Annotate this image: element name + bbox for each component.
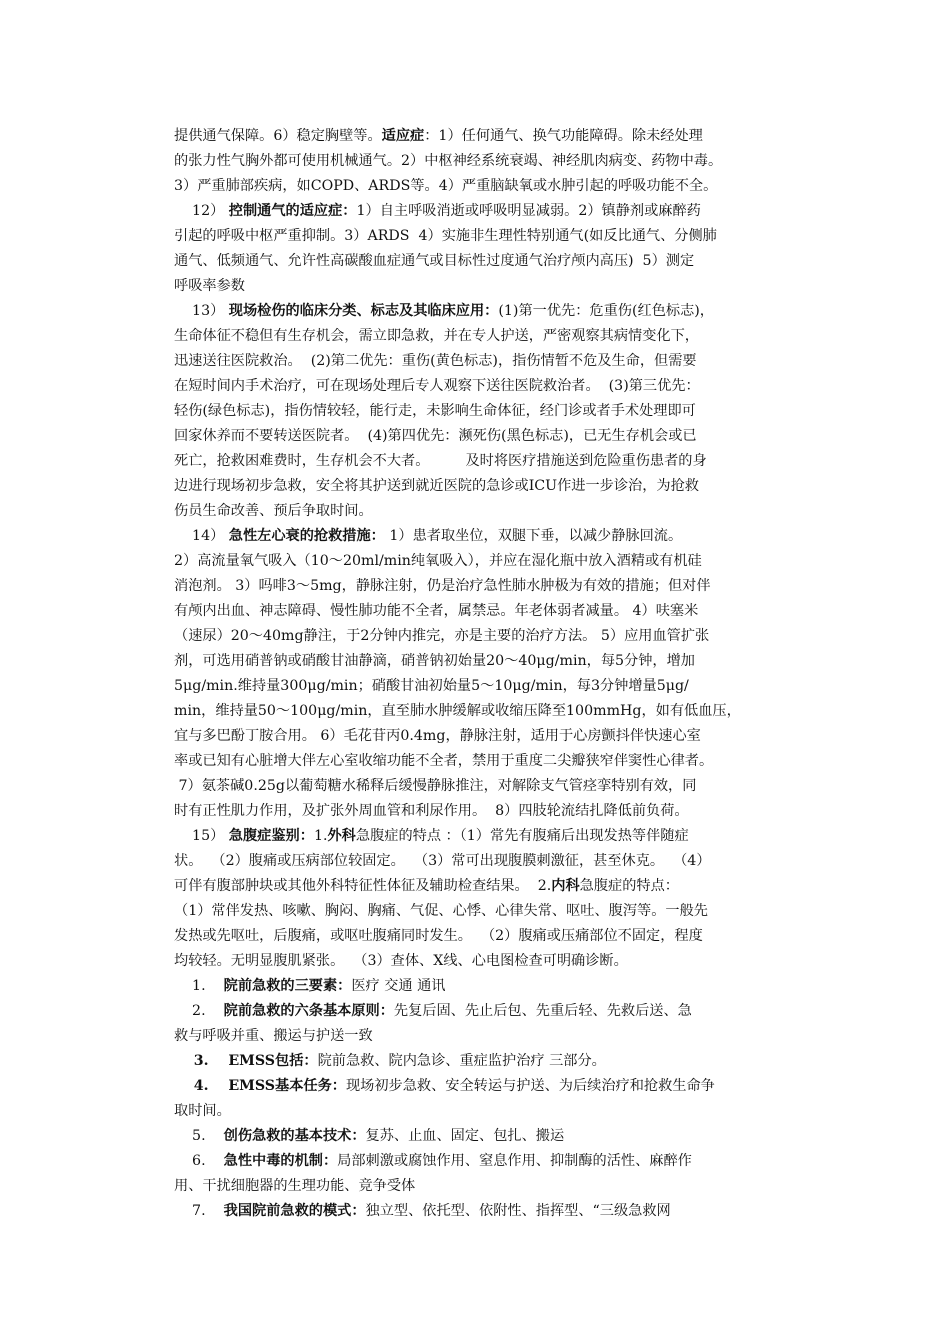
text-line	[174, 799, 814, 824]
body-text: 用、干扰细胞器的生理功能、竞争受体	[174, 1178, 416, 1194]
body-text: 1）患者取坐位，双腿下垂，以减少静脉回流。	[384, 528, 683, 544]
body-text: 轻伤(绿色标志)，指伤情较轻，能行走，未影响生命体征，经门诊或者手术处理即可	[174, 403, 696, 419]
body-text: 先复后固、先止后包、先重后轻、先救后送、急	[393, 1003, 692, 1019]
body-text: 时有正性肌力作用，及扩张外周血管和利尿作用。 8）四肢轮流结扎降低前负荷。	[174, 803, 689, 819]
body-text: 均较轻。无明显腹肌紧张。 （3）查体、X线、心电图检查可明确诊断。	[174, 953, 628, 969]
body-text: 通气、低频通气、允许性高碳酸血症通气或目标性过度通气治疗颅内高压) 5）测定	[174, 253, 695, 269]
body-text: （速尿）20～40mg静注，于2分钟内推完，亦是主要的治疗方法。 5）应用血管扩张	[174, 628, 710, 644]
text-line	[174, 249, 814, 274]
text-line	[174, 374, 814, 399]
body-text: 7）氨茶碱0.25g以葡萄糖水稀释后缓慢静脉推注，对解除支气管痉挛特别有效，同	[174, 778, 697, 794]
text-line	[174, 524, 814, 549]
text-line	[174, 1124, 814, 1149]
bold-heading-text: 急性中毒的机制：	[223, 1153, 338, 1169]
body-text: 6.	[174, 1153, 224, 1169]
bold-heading-text: 外科	[327, 828, 356, 844]
text-line	[174, 549, 814, 574]
bold-heading-text: 院前急救的六条基本原则：	[223, 1003, 394, 1019]
bold-heading-text: 4.	[174, 1078, 229, 1094]
body-text: 12）	[174, 203, 229, 219]
text-line	[174, 399, 814, 424]
body-text: 14）	[174, 528, 229, 544]
text-line	[174, 424, 814, 449]
text-line	[174, 274, 814, 299]
body-text: 3）严重肺部疾病，如COPD、ARDS等。4）严重脑缺氧或水肿引起的呼吸功能不全。	[174, 178, 718, 194]
bold-heading-text: 急腹症鉴别：	[228, 828, 314, 844]
body-text: 复苏、止血、固定、包扎、搬运	[365, 1128, 565, 1144]
body-text: 迅速送往医院救治。 (2)第二优先：重伤(黄色标志)，指伤情暂不危及生命，但需要	[174, 353, 697, 369]
text-line	[174, 749, 814, 774]
body-text: 可伴有腹部肿块或其他外科特征性体征及辅助检查结果。 2.	[174, 878, 552, 894]
bold-heading-text: 3.	[174, 1053, 229, 1069]
body-text: 2.	[174, 1003, 224, 1019]
body-text: 救与呼吸并重、搬运与护送一致	[174, 1028, 373, 1044]
body-text: 1）自主呼吸消逝或呼吸明显减弱。2）镇静剂或麻醉药	[356, 203, 701, 219]
body-text: 有颅内出血、神志障碍、慢性肺功能不全者，属禁忌。年老体弱者减量。 4）呋塞米	[174, 603, 699, 619]
bold-heading-text: 院前急救的三要素：	[223, 978, 352, 994]
text-line	[174, 999, 814, 1024]
body-text: 2）高流量氧气吸入（10～20ml/min纯氧吸入），并应在湿化瓶中放入酒精或有机硅	[174, 553, 702, 569]
text-line	[174, 724, 814, 749]
text-line	[174, 449, 814, 474]
bold-heading-text: 内科	[551, 878, 580, 894]
body-text: 生命体征不稳但有生存机会，需立即急救，并在专人护送，严密观察其病情变化下，	[174, 328, 699, 344]
body-text: 发热或先呕吐，后腹痛，或呕吐腹痛同时发生。 （2）腹痛或压痛部位不固定，程度	[174, 928, 703, 944]
body-text: 宜与多巴酚丁胺合用。 6）毛花苷丙0.4mg，静脉注射，适用于心房颤抖伴快速心室	[174, 728, 701, 744]
text-line	[174, 824, 814, 849]
body-text: 在短时间内手术治疗，可在现场处理后专人观察下送往医院救治者。 (3)第三优先：	[174, 378, 700, 394]
text-line	[174, 924, 814, 949]
text-line	[174, 499, 814, 524]
body-text: 状。 （2）腹痛或压病部位较固定。 （3）常可出现腹膜刺激征，甚至休克。 （4）	[174, 853, 711, 869]
text-line	[174, 599, 814, 624]
body-text: 取时间。	[174, 1103, 231, 1119]
bold-heading-text: 我国院前急救的模式：	[223, 1203, 366, 1219]
text-line	[174, 324, 814, 349]
text-line	[174, 474, 814, 499]
body-text: 5μg/min.维持量300μg/min；硝酸甘油初始量5～10μg/min，每3分钟增量5μg/	[174, 678, 689, 694]
text-line	[174, 674, 814, 699]
body-text: 院前急救、院内急诊、重症监护治疗 三部分。	[317, 1053, 606, 1069]
text-line	[174, 1024, 814, 1049]
text-line	[174, 124, 814, 149]
bold-heading-text: 急性左心衰的抢救措施：	[228, 528, 385, 544]
text-line	[174, 699, 814, 724]
body-text: 独立型、依托型、依附性、指挥型、“三级急救网	[365, 1203, 671, 1219]
text-line	[174, 649, 814, 674]
text-line	[174, 949, 814, 974]
text-line	[174, 874, 814, 899]
body-text: 13）	[174, 303, 229, 319]
text-line	[174, 1074, 814, 1099]
text-line	[174, 199, 814, 224]
body-text: 现场初步急救、安全转运与护送、为后续治疗和抢救生命争	[345, 1078, 715, 1094]
text-line	[174, 299, 814, 324]
body-text: 局部刺激或腐蚀作用、窒息作用、抑制酶的活性、麻醉作	[337, 1153, 692, 1169]
text-line	[174, 1149, 814, 1174]
bold-heading-text: 现场检伤的临床分类、标志及其临床应用：	[228, 303, 499, 319]
text-line	[174, 624, 814, 649]
text-line	[174, 849, 814, 874]
body-text: 医疗 交通 通讯	[351, 978, 446, 994]
text-line	[174, 224, 814, 249]
body-text: 引起的呼吸中枢严重抑制。3）ARDS 4）实施非生理性特别通气(如反比通气、分侧肺	[174, 228, 717, 244]
text-line	[174, 574, 814, 599]
bold-heading-text: 适应症	[381, 128, 425, 144]
body-text: 15）	[174, 828, 229, 844]
body-text: ：1）任何通气、换气功能障碍。除未经处理	[424, 128, 703, 144]
body-text: 急腹症的特点 ：（1）常先有腹痛后出现发热等伴随症	[355, 828, 689, 844]
text-line	[174, 1199, 814, 1224]
body-text: 提供通气保障。6）稳定胸壁等。	[174, 128, 382, 144]
text-line	[174, 1049, 814, 1074]
bold-heading-text: EMSS基本任务：	[228, 1078, 346, 1094]
text-line	[174, 774, 814, 799]
body-text: 剂，可选用硝普钠或硝酸甘油静滴，硝普钠初始量20～40μg/min，每5分钟，增加	[174, 653, 695, 669]
text-line	[174, 174, 814, 199]
bold-heading-text: 创伤急救的基本技术：	[223, 1128, 366, 1144]
body-text: 1.	[313, 828, 328, 844]
body-text: （1）常伴发热、咳嗽、胸闷、胸痛、气促、心悸、心律失常、呕吐、腹泻等。一般先	[174, 903, 708, 919]
body-text: 率或已知有心脏增大伴左心室收缩功能不全者，禁用于重度二尖瓣狭窄伴窦性心律者。	[174, 753, 714, 769]
text-line	[174, 974, 814, 999]
text-line	[174, 349, 814, 374]
body-text: 回家休养而不要转送医院者。 (4)第四优先：濒死伤(黑色标志)，已无生存机会或已	[174, 428, 697, 444]
body-text: 死亡，抢救困难费时，生存机会不大者。 及时将医疗措施送到危险重伤患者的身	[174, 453, 707, 469]
body-text: min，维持量50～100μg/min，直至肺水肿缓解或收缩压降至100mmHg，如有低血压，	[174, 703, 741, 719]
bold-heading-text: 控制通气的适应症：	[228, 203, 357, 219]
body-text: 呼吸率参数	[174, 278, 245, 294]
body-text: 边进行现场初步急救，安全将其护送到就近医院的急诊或ICU作进一步诊治，为抢救	[174, 478, 699, 494]
text-line	[174, 1099, 814, 1124]
body-text: 伤员生命改善、预后争取时间。	[174, 503, 373, 519]
body-text: 的张力性气胸外都可使用机械通气。2）中枢神经系统衰竭、神经肌肉病变、药物中毒。	[174, 153, 723, 169]
body-text: 消泡剂。 3）吗啡3～5mg，静脉注射，仍是治疗急性肺水肿极为有效的措施；但对伴	[174, 578, 711, 594]
body-text: 急腹症的特点：	[579, 878, 679, 894]
text-line	[174, 899, 814, 924]
text-line	[174, 149, 814, 174]
document-page	[174, 124, 814, 1224]
body-text: 5.	[174, 1128, 224, 1144]
body-text: (1)第一优先：危重伤(红色标志)，	[498, 303, 714, 319]
text-line	[174, 1174, 814, 1199]
body-text: 1.	[174, 978, 224, 994]
bold-heading-text: EMSS包括：	[228, 1053, 318, 1069]
body-text: 7.	[174, 1203, 224, 1219]
